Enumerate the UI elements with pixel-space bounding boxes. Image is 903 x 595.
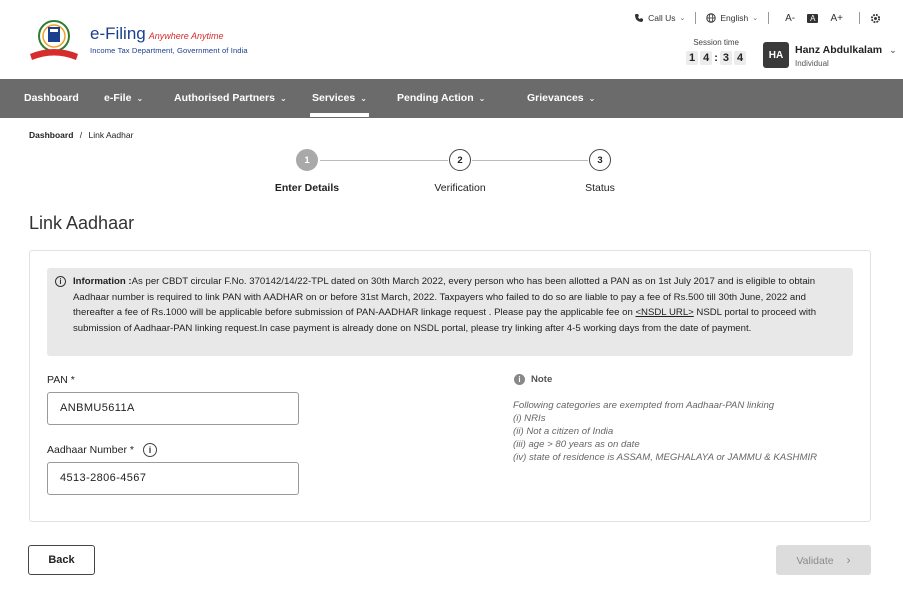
session-separator: : xyxy=(714,52,718,64)
pan-input[interactable]: ANBMU5611A xyxy=(47,392,299,425)
brand-title: e-Filing Anywhere Anytime xyxy=(90,24,224,43)
nav-item-grievances[interactable] xyxy=(527,79,595,118)
nav-label: Dashboard xyxy=(24,92,79,104)
divider xyxy=(859,12,860,24)
note-line: (i) NRIs xyxy=(513,413,546,424)
validate-button[interactable] xyxy=(776,545,871,575)
step-2-label: Verification xyxy=(434,182,486,194)
avatar[interactable]: HA xyxy=(763,42,789,68)
user-name: Hanz Abdulkalam xyxy=(795,44,883,56)
info-icon: i xyxy=(55,276,66,287)
step-1-indicator: 1 xyxy=(296,149,318,171)
chevron-down-icon: ⌄ xyxy=(889,45,897,55)
nav-label: Pending Action xyxy=(397,92,474,104)
page-title: Link Aadhaar xyxy=(29,213,135,233)
info-icon: i xyxy=(514,374,525,385)
session-time xyxy=(686,51,746,65)
breadcrumb-current: Link Aadhar xyxy=(88,130,134,140)
nav-active-indicator xyxy=(310,113,369,117)
information-lead: Information : xyxy=(73,276,132,287)
session-digit: 4 xyxy=(700,51,712,65)
language-selector[interactable] xyxy=(706,13,758,23)
chevron-down-icon: ⌄ xyxy=(478,94,486,103)
chevron-down-icon: ⌄ xyxy=(279,94,287,103)
chevron-down-icon: ⌄ xyxy=(360,94,367,103)
call-us-menu[interactable] xyxy=(634,13,685,23)
font-normal-button[interactable]: A xyxy=(807,14,818,23)
back-button[interactable]: Back xyxy=(28,545,95,575)
chevron-down-icon: ⌄ xyxy=(752,15,759,22)
session-digit: 4 xyxy=(734,51,746,65)
brand-tagline: Anywhere Anytime xyxy=(148,31,224,41)
chevron-down-icon: ⌄ xyxy=(588,94,596,103)
chevron-down-icon: ⌄ xyxy=(136,94,144,103)
nav-item-authorised-partners[interactable] xyxy=(174,79,287,118)
chevron-down-icon: ⌄ xyxy=(679,15,686,22)
info-circle-icon[interactable]: i xyxy=(143,443,157,457)
stepper-connector xyxy=(320,160,448,161)
information-tail: NSDL portal to proceed with submission of Aadhaar-PAN linking request.In case payment is already done on NSDL portal, please try linking after 4-5 working days from the date of payment. xyxy=(73,307,817,334)
nav-label: e-File xyxy=(104,92,132,104)
call-us-label: Call Us xyxy=(648,13,676,23)
font-decrease-button[interactable]: A- xyxy=(785,12,796,24)
utility-bar xyxy=(634,12,881,24)
step-3-label: Status xyxy=(585,182,615,194)
site-header xyxy=(0,0,903,79)
information-body: As per CBDT circular F.No. 370142/14/22-TPL dated on 30th March 2022, every person who has been allotted a PAN as on 1st July 2017 and is eligible to obtain Aadhaar number is required to link PAN with AADHAR on or before 31st March, 2022. Taxpayers who failed to do so are liable to pay a fee of Rs.500 till 30th June, 2022 and thereafter a fee of Rs.1000 will be applicable before submission of PAN-AADHAR linkage request . Please pay the applicable fee on xyxy=(73,276,816,319)
information-text xyxy=(73,274,843,336)
note-title: Note xyxy=(531,374,553,385)
brand-subtitle: Income Tax Department, Government of India xyxy=(90,46,248,55)
nav-label: Authorised Partners xyxy=(174,92,275,104)
step-2-indicator: 2 xyxy=(449,149,471,171)
pan-label: PAN * xyxy=(47,374,75,386)
language-label: English xyxy=(720,13,749,23)
session-digit: 3 xyxy=(720,51,732,65)
note-list xyxy=(513,399,817,464)
note-line: (ii) Not a citizen of India xyxy=(513,426,614,437)
aadhaar-input[interactable]: 4513-2806-4567 xyxy=(47,462,299,495)
nav-item-e-file[interactable] xyxy=(104,79,143,118)
note-line: (iv) state of residence is ASSAM, MEGHALAYA or JAMMU & KASHMIR xyxy=(513,452,818,463)
validate-label: Validate xyxy=(796,555,834,567)
font-increase-button[interactable]: A+ xyxy=(830,12,843,24)
user-type: Individual xyxy=(795,59,829,68)
user-profile-menu[interactable] xyxy=(795,44,897,56)
globe-icon xyxy=(706,13,716,23)
divider xyxy=(695,12,696,24)
chevron-right-icon: › xyxy=(846,553,851,567)
breadcrumb xyxy=(29,130,133,140)
note-line: Following categories are exempted from Aadhaar-PAN linking xyxy=(513,400,775,411)
nav-item-dashboard[interactable] xyxy=(24,79,79,118)
emblem-logo-icon[interactable] xyxy=(26,18,82,62)
session-digit: 1 xyxy=(686,51,698,65)
nav-label: Services xyxy=(312,92,356,104)
session-label: Session time xyxy=(693,38,739,47)
nav-item-pending-action[interactable] xyxy=(397,79,485,118)
note-line: (iii) age > 80 years as on date xyxy=(513,439,640,450)
breadcrumb-home[interactable]: Dashboard xyxy=(29,130,74,140)
main-nav xyxy=(0,79,903,118)
phone-icon xyxy=(634,13,644,23)
step-3-indicator: 3 xyxy=(589,149,611,171)
session-timer xyxy=(686,38,746,65)
stepper-connector xyxy=(472,160,588,161)
aadhaar-label: Aadhaar Number * xyxy=(47,444,134,456)
divider xyxy=(768,12,769,24)
nav-label: Grievances xyxy=(527,92,584,104)
step-1-label: Enter Details xyxy=(274,182,340,194)
nsdl-url-link[interactable]: <NSDL URL> xyxy=(635,307,694,319)
gear-icon[interactable] xyxy=(870,13,881,24)
breadcrumb-separator: / xyxy=(79,130,83,140)
